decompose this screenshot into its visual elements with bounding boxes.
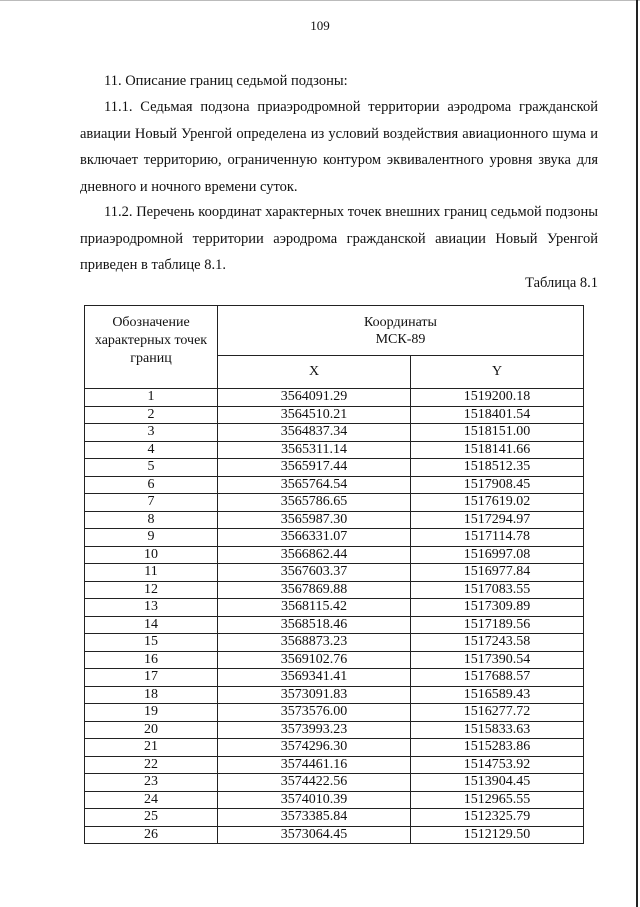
y-coordinate-cell: 1517189.56 <box>411 616 584 634</box>
point-number-cell: 7 <box>85 494 218 512</box>
x-coordinate-cell: 3574461.16 <box>218 756 411 774</box>
y-coordinate-cell: 1518401.54 <box>411 406 584 424</box>
x-coordinate-cell: 3564510.21 <box>218 406 411 424</box>
x-coordinate-cell: 3564837.34 <box>218 424 411 442</box>
y-coordinate-cell: 1516277.72 <box>411 704 584 722</box>
x-coordinate-cell: 3564091.29 <box>218 389 411 407</box>
x-coordinate-cell: 3569102.76 <box>218 651 411 669</box>
table-row <box>85 424 584 442</box>
y-coordinate-cell: 1517114.78 <box>411 529 584 547</box>
table-row <box>85 774 584 792</box>
point-number-cell: 2 <box>85 406 218 424</box>
point-number-cell: 1 <box>85 389 218 407</box>
point-number-cell: 18 <box>85 686 218 704</box>
point-number-cell: 8 <box>85 511 218 529</box>
x-coordinate-cell: 3568115.42 <box>218 599 411 617</box>
y-coordinate-cell: 1512325.79 <box>411 809 584 827</box>
x-coordinate-cell: 3565987.30 <box>218 511 411 529</box>
x-coordinate-cell: 3567603.37 <box>218 564 411 582</box>
x-coordinate-cell: 3566331.07 <box>218 529 411 547</box>
point-number-cell: 25 <box>85 809 218 827</box>
paragraph-11-2: 11.2. Перечень координат характерных точек внешних границ седьмой подзоны приаэродромной территории аэродрома гражданской авиации Новый Уренгой приведен в таблице 8.1. <box>80 204 598 273</box>
table-row <box>85 826 584 844</box>
point-number-cell: 23 <box>85 774 218 792</box>
section-heading: 11. Описание границ седьмой подзоны: <box>104 73 348 89</box>
point-number-cell: 15 <box>85 634 218 652</box>
y-coordinate-cell: 1517688.57 <box>411 669 584 687</box>
point-number-cell: 11 <box>85 564 218 582</box>
y-coordinate-cell: 1515283.86 <box>411 739 584 757</box>
x-coordinate-cell: 3566862.44 <box>218 546 411 564</box>
x-coordinate-cell: 3568873.23 <box>218 634 411 652</box>
x-coordinate-cell: 3569341.41 <box>218 669 411 687</box>
y-coordinate-cell: 1517243.58 <box>411 634 584 652</box>
point-number-cell: 13 <box>85 599 218 617</box>
y-coordinate-cell: 1516997.08 <box>411 546 584 564</box>
table-row <box>85 599 584 617</box>
y-coordinate-cell: 1513904.45 <box>411 774 584 792</box>
table-row <box>85 704 584 722</box>
table-row <box>85 564 584 582</box>
table-row <box>85 616 584 634</box>
table-row <box>85 809 584 827</box>
table-row <box>85 529 584 547</box>
y-coordinate-cell: 1514753.92 <box>411 756 584 774</box>
table-row <box>85 546 584 564</box>
page-edge-top <box>0 0 640 1</box>
table-row <box>85 494 584 512</box>
table-caption: Таблица 8.1 <box>525 275 598 291</box>
point-number-cell: 16 <box>85 651 218 669</box>
table-row <box>85 441 584 459</box>
y-coordinate-cell: 1517294.97 <box>411 511 584 529</box>
point-number-cell: 4 <box>85 441 218 459</box>
x-coordinate-cell: 3565764.54 <box>218 476 411 494</box>
table-row <box>85 756 584 774</box>
coordinates-table <box>84 305 584 844</box>
table-row <box>85 634 584 652</box>
point-number-cell: 5 <box>85 459 218 477</box>
y-coordinate-cell: 1518512.35 <box>411 459 584 477</box>
table-row <box>85 476 584 494</box>
table-row <box>85 581 584 599</box>
y-coordinate-cell: 1517390.54 <box>411 651 584 669</box>
point-number-cell: 10 <box>85 546 218 564</box>
page-number: 109 <box>310 18 330 33</box>
point-number-cell: 19 <box>85 704 218 722</box>
table-row <box>85 389 584 407</box>
point-name-header: Обозначение характерных точек границ <box>85 306 218 389</box>
y-coordinate-cell: 1518141.66 <box>411 441 584 459</box>
x-coordinate-cell: 3573993.23 <box>218 721 411 739</box>
x-coordinate-cell: 3568518.46 <box>218 616 411 634</box>
x-coordinate-cell: 3573576.00 <box>218 704 411 722</box>
table-row <box>85 406 584 424</box>
x-column-header: X <box>218 356 411 389</box>
coordinates-header-system: МСК-89 <box>375 331 426 347</box>
table-row <box>85 459 584 477</box>
y-coordinate-cell: 1516977.84 <box>411 564 584 582</box>
y-column-header: Y <box>411 356 584 389</box>
y-coordinate-cell: 1517908.45 <box>411 476 584 494</box>
table-row <box>85 686 584 704</box>
x-coordinate-cell: 3573091.83 <box>218 686 411 704</box>
page-edge-right <box>636 0 638 907</box>
table-row <box>85 511 584 529</box>
y-coordinate-cell: 1516589.43 <box>411 686 584 704</box>
x-coordinate-cell: 3573385.84 <box>218 809 411 827</box>
point-number-cell: 24 <box>85 791 218 809</box>
x-coordinate-cell: 3574010.39 <box>218 791 411 809</box>
point-number-cell: 22 <box>85 756 218 774</box>
y-coordinate-cell: 1517309.89 <box>411 599 584 617</box>
table-row <box>85 739 584 757</box>
coordinates-header <box>218 306 584 356</box>
x-coordinate-cell: 3565311.14 <box>218 441 411 459</box>
table-row <box>85 721 584 739</box>
x-coordinate-cell: 3567869.88 <box>218 581 411 599</box>
y-coordinate-cell: 1512965.55 <box>411 791 584 809</box>
x-coordinate-cell: 3574296.30 <box>218 739 411 757</box>
y-coordinate-cell: 1517083.55 <box>411 581 584 599</box>
x-coordinate-cell: 3573064.45 <box>218 826 411 844</box>
y-coordinate-cell: 1518151.00 <box>411 424 584 442</box>
point-number-cell: 3 <box>85 424 218 442</box>
y-coordinate-cell: 1519200.18 <box>411 389 584 407</box>
point-number-cell: 17 <box>85 669 218 687</box>
point-number-cell: 6 <box>85 476 218 494</box>
table-row <box>85 651 584 669</box>
y-coordinate-cell: 1515833.63 <box>411 721 584 739</box>
coordinates-header-title: Координаты <box>364 314 437 330</box>
x-coordinate-cell: 3565917.44 <box>218 459 411 477</box>
x-coordinate-cell: 3565786.65 <box>218 494 411 512</box>
coordinates-table-body <box>85 389 584 844</box>
point-number-cell: 20 <box>85 721 218 739</box>
x-coordinate-cell: 3574422.56 <box>218 774 411 792</box>
y-coordinate-cell: 1512129.50 <box>411 826 584 844</box>
point-number-cell: 12 <box>85 581 218 599</box>
table-row <box>85 669 584 687</box>
point-number-cell: 21 <box>85 739 218 757</box>
point-number-cell: 26 <box>85 826 218 844</box>
table-row <box>85 791 584 809</box>
point-number-cell: 14 <box>85 616 218 634</box>
paragraph-11-1: 11.1. Седьмая подзона приаэродромной территории аэродрома гражданской авиации Новый Уренгой определена из условий воздействия авиационного шума и включает территорию, ограниченную контуром эквивалентного уровня звука для дневного и ночного времени суток. <box>80 99 598 195</box>
y-coordinate-cell: 1517619.02 <box>411 494 584 512</box>
point-number-cell: 9 <box>85 529 218 547</box>
